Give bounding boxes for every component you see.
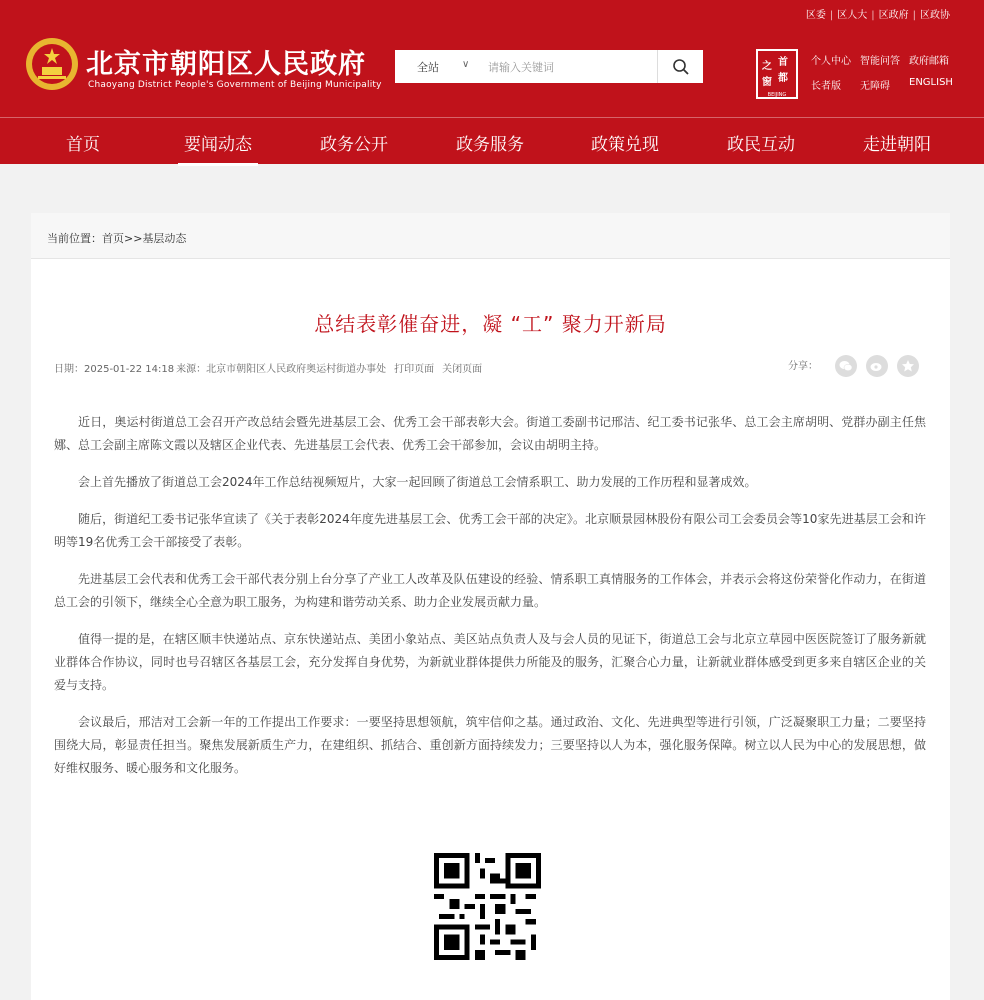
article-paragraph: 随后，街道纪工委书记张华宣读了《关于表彰2024年度先进基层工会、优秀工会干部的决定》。北京顺景园林股份有限公司工会委员会等10家先进基层工会和许明等19名优秀工会干部接受了表彰。 bbox=[54, 512, 926, 549]
site-title[interactable]: 北京市朝阳区人民政府 bbox=[86, 49, 366, 80]
article-title: 总结表彰催奋进，凝 “工” 聚力开新局 bbox=[314, 312, 667, 336]
nav-gov-affairs[interactable]: 政务公开 bbox=[320, 135, 388, 155]
wechat-share-icon[interactable] bbox=[835, 355, 857, 377]
search-icon bbox=[672, 58, 690, 76]
top-links bbox=[804, 6, 952, 21]
search-input[interactable]: 请输入关键词 bbox=[488, 61, 554, 74]
article-body bbox=[54, 411, 926, 794]
seal-char: 都 bbox=[778, 73, 788, 84]
main-nav bbox=[0, 117, 984, 164]
search-button[interactable] bbox=[657, 50, 703, 83]
site-header bbox=[0, 0, 984, 164]
nav-services[interactable]: 政务服务 bbox=[456, 135, 524, 155]
qr-code-icon bbox=[434, 853, 541, 960]
article-paragraph: 近日，奥运村街道总工会召开产改总结会暨先进基层工会、优秀工会干部表彰大会。街道工委副书记邢洁、纪工委书记张华、总工会主席胡明、党群办副主任焦娜、总工会副主席陈文霞以及辖区企业代表、先进基层工会代表、优秀工会干部参加，会议由胡明主持。 bbox=[54, 415, 926, 452]
util-col-2 bbox=[860, 52, 900, 92]
breadcrumb-current[interactable]: 基层动态 bbox=[142, 232, 187, 245]
nav-interaction[interactable]: 政民互动 bbox=[727, 135, 795, 155]
article-paragraph: 先进基层工会代表和优秀工会干部代表分别上台分享了产业工人改革及队伍建设的经验、情系职工真情服务的工作体会，并表示会将这份荣誉化作动力，在街道总工会的引领下，继续全心全意为职工服务，为构建和谐劳动关系、助力企业发展贡献力量。 bbox=[54, 572, 926, 609]
accessibility-link[interactable]: 无障碍 bbox=[860, 81, 890, 92]
article-paragraph: 会上首先播放了街道总工会2024年工作总结视频短片，大家一起回顾了街道总工会情系职工、助力发展的工作历程和显著成效。 bbox=[78, 475, 757, 489]
article-date: 日期：2025-01-22 14:18 bbox=[54, 364, 175, 375]
breadcrumb-separator: >> bbox=[124, 232, 143, 245]
capital-window-logo[interactable] bbox=[756, 49, 798, 99]
national-emblem-icon bbox=[24, 36, 80, 92]
search-box bbox=[395, 50, 703, 83]
breadcrumb-label: 当前位置： bbox=[47, 232, 102, 245]
english-link[interactable]: ENGLISH bbox=[909, 77, 953, 88]
print-link[interactable]: 打印页面 bbox=[394, 364, 435, 375]
nav-home[interactable]: 首页 bbox=[66, 135, 100, 155]
util-col-1 bbox=[811, 52, 851, 92]
util-col-3 bbox=[909, 52, 953, 88]
toplink-government[interactable]: 区政府 bbox=[878, 10, 909, 21]
elder-version-link[interactable]: 长者版 bbox=[811, 81, 841, 92]
separator: | bbox=[871, 10, 875, 21]
article-paragraph: 会议最后，邢洁对工会新一年的工作提出工作要求：一要坚持思想领航，筑牢信仰之基。通过政治、文化、先进典型等进行引领，广泛凝聚职工力量；二要坚持围绕大局，彰显责任担当。聚焦发展新质生产力，在建组织、抓结合、重创新方面持续发力；三要坚持以人为本，强化服务保障。树立以人民为中心的发展思想，做好维权服务、暖心服务和文化服务。 bbox=[54, 715, 926, 775]
favorite-share-icon[interactable] bbox=[897, 355, 919, 377]
weibo-icon bbox=[870, 360, 884, 372]
article-paragraph: 值得一提的是，在辖区顺丰快递站点、京东快递站点、美团小象站点、美区站点负责人及与会人员的见证下，街道总工会与北京立草园中医医院签订了服务新就业群体合作协议，同时也号召辖区各基层工会，充分发挥自身优势，为新就业群体提供力所能及的服务，汇聚合心力量，让新就业群体感受到更多来自辖区企业的关爱与支持。 bbox=[54, 632, 926, 692]
article-source: 来源：北京市朝阳区人民政府奥运村街道办事处 bbox=[176, 364, 387, 375]
article-meta bbox=[54, 360, 490, 375]
smart-qa-link[interactable]: 智能问答 bbox=[860, 56, 900, 67]
seal-char: 窗 bbox=[762, 77, 772, 88]
gov-mail-link[interactable]: 政府邮箱 bbox=[909, 56, 949, 67]
wechat-icon bbox=[839, 360, 853, 372]
content-panel bbox=[31, 213, 950, 1000]
close-link[interactable]: 关闭页面 bbox=[442, 364, 483, 375]
weibo-share-icon[interactable] bbox=[866, 355, 888, 377]
seal-char: 首 bbox=[778, 57, 788, 68]
toplink-npc[interactable]: 区人大 bbox=[837, 10, 868, 21]
separator: | bbox=[912, 10, 916, 21]
star-icon bbox=[901, 359, 915, 373]
site-subtitle: Chaoyang District People's Government of Beijing Municipality bbox=[88, 80, 382, 90]
toplink-district-committee[interactable]: 区委 bbox=[805, 10, 826, 21]
breadcrumb-home[interactable]: 首页 bbox=[102, 232, 124, 245]
breadcrumb bbox=[31, 213, 950, 259]
seal-char: 之 bbox=[762, 61, 772, 72]
nav-policy[interactable]: 政策兑现 bbox=[591, 135, 659, 155]
seal-subtext: BEIJING bbox=[767, 92, 787, 98]
search-scope-select[interactable]: 全站 bbox=[417, 61, 439, 74]
personal-center-link[interactable]: 个人中心 bbox=[811, 56, 851, 67]
nav-news[interactable]: 要闻动态 bbox=[158, 130, 278, 155]
chevron-down-icon[interactable]: ∨ bbox=[462, 59, 470, 70]
nav-about[interactable]: 走进朝阳 bbox=[863, 135, 931, 155]
separator: | bbox=[829, 10, 834, 21]
share-label: 分享： bbox=[788, 361, 818, 372]
toplink-cppcc[interactable]: 区政协 bbox=[920, 10, 950, 21]
